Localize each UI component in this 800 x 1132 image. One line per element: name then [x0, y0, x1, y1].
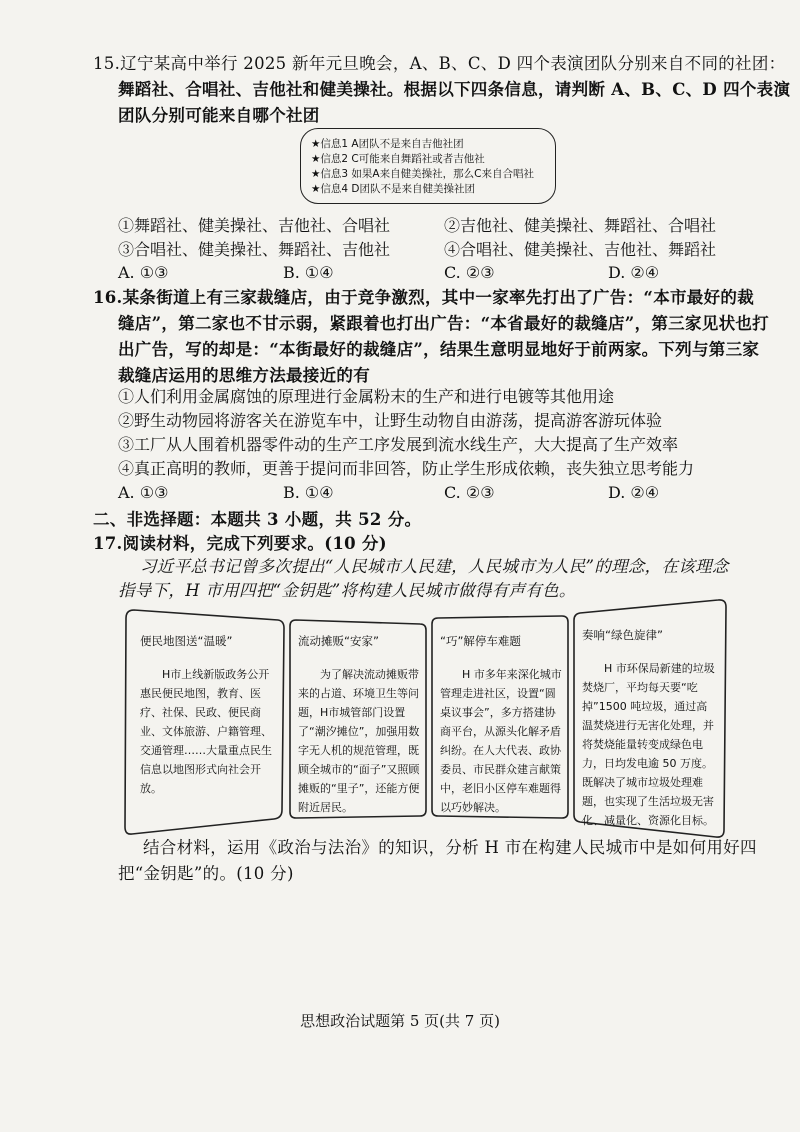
q16-option-3: ③工厂从人围着机器零件动的生产工序发展到流水线生产，大大提高了生产效率	[118, 435, 679, 454]
q15-info-1: ★信息1 A团队不是来自吉他社团	[311, 138, 464, 150]
panel-3	[440, 632, 564, 817]
q15-answer-a: A. ①③	[118, 263, 169, 282]
panel-4	[582, 626, 716, 830]
q17-question-line-2: 把“金钥匙”的。(10 分)	[118, 864, 294, 883]
page-footer: 思想政治试题第 5 页(共 7 页)	[300, 1012, 500, 1030]
q16-answer-a: A. ①③	[118, 483, 169, 502]
q15-info-3: ★信息3 如果A来自健美操社，那么C来自合唱社	[311, 168, 534, 180]
q16-stem-line-3: 出广告，写的却是：“本街最好的裁缝店”，结果生意明显地好于前两家。下列与第三家	[118, 340, 760, 359]
q16-answer-b: B. ①④	[283, 483, 334, 502]
panel-3-body: H 市多年来深化城市管理走进社区，设置“圆桌议事会”，多方搭建协商平台，从源头化解矛盾纠纷。在人大代表、政协委员、市民群众建言献策中，老旧小区停车难题得以巧妙解决。	[440, 668, 562, 814]
q15-stem-line-3: 团队分别可能来自哪个社团	[118, 106, 320, 125]
q15-info-box	[300, 128, 556, 204]
panel-2	[298, 632, 422, 817]
q16-answer-c: C. ②③	[444, 483, 495, 502]
panel-2-body: 为了解决流动摊贩带来的占道、环境卫生等问题，H市城管部门设置了“潮汐摊位”，加强用数字无人机的规范管理，既顾全城市的“面子”又照顾摊贩的“里子”，还能方便附近居民。	[298, 668, 420, 814]
q16-stem-line-1: 16.某条街道上有三家裁缝店，由于竞争激烈，其中一家率先打出了广告：“本市最好的裁	[93, 288, 754, 307]
panel-3-title: “巧”解停车难题	[440, 634, 521, 648]
panel-1-body: H市上线新版政务公开惠民便民地图，教育、医疗、社保、民政、便民商业、文体旅游、户籍管理、交通管理……大量重点民生信息以地图形式向社会开放。	[140, 668, 272, 795]
q15-answer-b: B. ①④	[283, 263, 334, 282]
panel-4-body: H 市环保局新建的垃圾焚烧厂，平均每天要“吃掉”1500 吨垃圾，通过高温焚烧进行无害化处理，并将焚烧能量转变成绿色电力，日均发电逾 50 万度。既解决了城市垃圾处理难题，也实现了生活垃圾无害化、减量化、资源化目标。	[582, 662, 715, 827]
panel-2-title: 流动摊贩“安家”	[298, 634, 379, 648]
q16-option-2: ②野生动物园将游客关在游览车中，让野生动物自由游荡，提高游客游玩体验	[118, 411, 663, 430]
q16-stem-line-2: 缝店”，第二家也不甘示弱，紧跟着也打出广告：“本省最好的裁缝店”，第三家见状也打	[118, 314, 769, 333]
section-2-heading: 二、非选择题：本题共 3 小题，共 52 分。	[93, 510, 422, 529]
q16-option-4: ④真正高明的教师，更善于提问而非回答，防止学生形成依赖，丧失独立思考能力	[118, 459, 695, 478]
q15-option-1: ①舞蹈社、健美操社、吉他社、合唱社	[118, 216, 391, 235]
q17-intro-line-2: 指导下，H 市用四把“金钥匙”将构建人民城市做得有声有色。	[118, 581, 576, 600]
q16-stem-line-4: 裁缝店运用的思维方法最接近的有	[118, 366, 370, 385]
q15-option-3: ③合唱社、健美操社、舞蹈社、吉他社	[118, 240, 391, 259]
panel-4-title: 奏响“绿色旋律”	[582, 628, 663, 642]
q15-info-4: ★信息4 D团队不是来自健美操社团	[311, 183, 476, 195]
panel-1-title: 便民地图送“温暖”	[140, 634, 233, 648]
q15-option-4: ④合唱社、健美操社、吉他社、舞蹈社	[444, 240, 717, 259]
q16-answer-d: D. ②④	[608, 483, 660, 502]
q15-answer-d: D. ②④	[608, 263, 660, 282]
panel-1	[140, 632, 274, 798]
q15-option-2: ②吉他社、健美操社、舞蹈社、合唱社	[444, 216, 717, 235]
q17-intro-line-1: 习近平总书记曾多次提出“人民城市人民建，人民城市为人民”的理念，在该理念	[140, 557, 729, 576]
q16-option-1: ①人们利用金属腐蚀的原理进行金属粉末的生产和进行电镀等其他用途	[118, 387, 615, 406]
q15-stem-line-2: 舞蹈社、合唱社、吉他社和健美操社。根据以下四条信息，请判断 A、B、C、D 四个表演	[118, 80, 791, 99]
q17-head: 17.阅读材料，完成下列要求。(10 分)	[93, 534, 387, 553]
q17-material-panels	[120, 596, 732, 840]
q15-info-2: ★信息2 C可能来自舞蹈社或者吉他社	[311, 153, 485, 165]
q15-answer-c: C. ②③	[444, 263, 495, 282]
q15-stem-line-1: 15.辽宁某高中举行 2025 新年元旦晚会，A、B、C、D 四个表演团队分别来自不同的社团：	[93, 54, 786, 73]
q17-question-line-1: 结合材料，运用《政治与法治》的知识，分析 H 市在构建人民城市中是如何用好四	[143, 838, 757, 857]
